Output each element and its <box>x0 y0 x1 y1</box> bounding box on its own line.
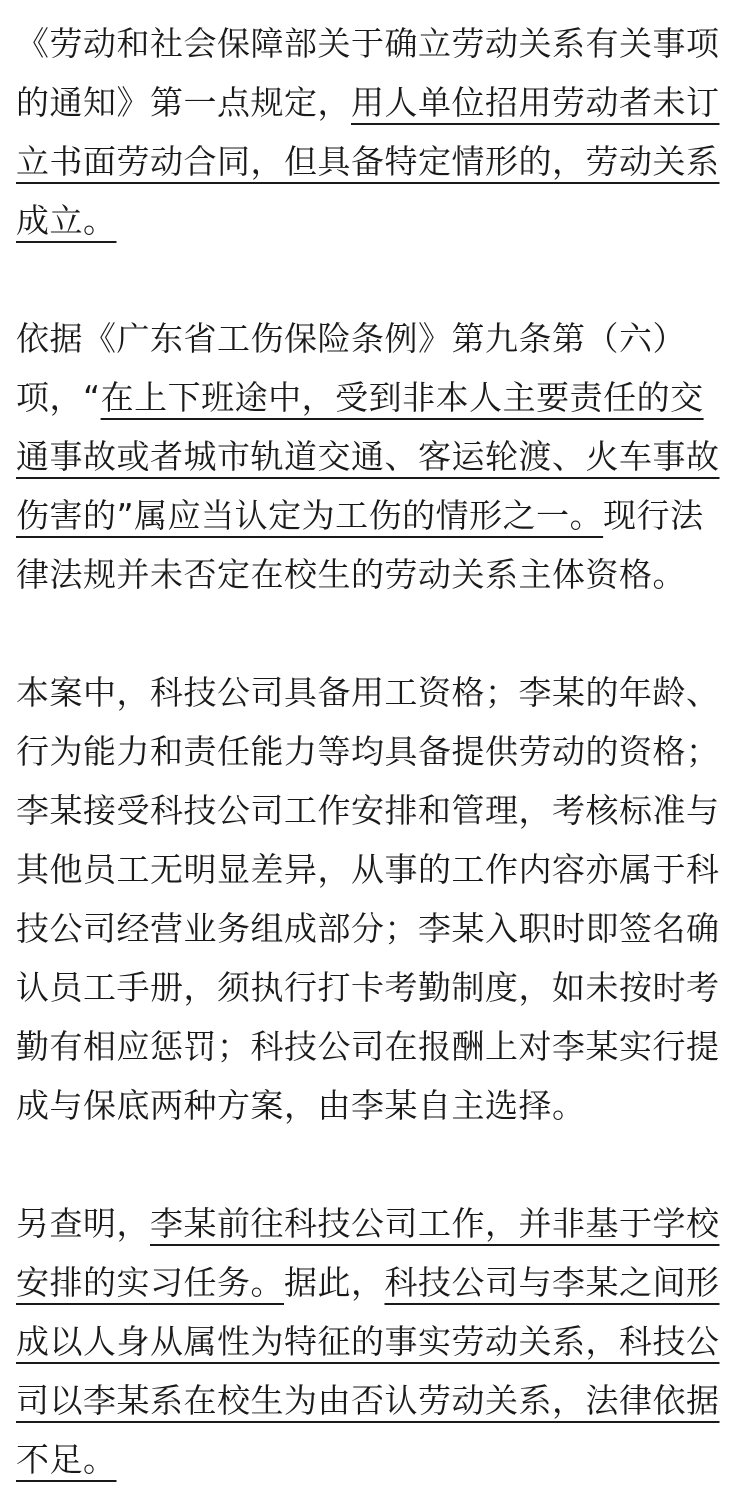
paragraph <box>16 309 720 604</box>
text-line <box>16 486 714 545</box>
text-line <box>16 427 720 486</box>
paragraph <box>16 1194 720 1489</box>
underlined-text: 伤害的”属应当认定为工伤的情形之一。 <box>16 496 604 535</box>
body-text: 项，“ <box>16 378 101 417</box>
body-text: 律法规并未否定在校生的劳动关系主体资格。 <box>16 555 686 594</box>
paragraph <box>16 663 720 1135</box>
body-text: 技公司经营业务组成部分；李某入职时即签名确 <box>16 909 720 948</box>
paragraph-spacer <box>16 604 714 663</box>
text-line <box>16 1194 720 1253</box>
body-text: 其他员工无明显差异，从事的工作内容亦属于科 <box>16 850 720 889</box>
text-line <box>16 1371 720 1430</box>
underlined-text: 通事故或者城市轨道交通、客运轮渡、火车事故 <box>16 437 720 476</box>
underlined-text: 李某前往科技公司工作，并非基于学校 <box>150 1204 720 1243</box>
text-line <box>16 14 720 73</box>
underlined-text: 司以李某系在校生为由否认劳动关系，法律依据 <box>16 1381 720 1420</box>
paragraph-spacer <box>16 1135 714 1194</box>
text-line <box>16 663 720 722</box>
text-line <box>16 309 714 368</box>
text-line <box>16 191 714 250</box>
text-line <box>16 1017 720 1076</box>
text-line <box>16 781 720 840</box>
body-text: 《劳动和社会保障部关于确立劳动关系有关事项 <box>16 24 720 63</box>
underlined-text: 立书面劳动合同，但具备特定情形的，劳动关系 <box>16 142 720 181</box>
body-text: 成与保底两种方案，由李某自主选择。 <box>16 1086 586 1125</box>
text-line <box>16 899 720 958</box>
body-text: 依据《广东省工伤保险条例》第九条第（六） <box>16 319 686 358</box>
body-text: 认员工手册，须执行打卡考勤制度，如未按时考 <box>16 968 720 1007</box>
text-line <box>16 958 720 1017</box>
body-text: 勤有相应惩罚；科技公司在报酬上对李某实行提 <box>16 1027 720 1066</box>
underlined-text: 用人单位招用劳动者未订 <box>351 83 720 122</box>
underlined-text: 安排的实习任务。 <box>16 1263 284 1302</box>
body-text: 行为能力和责任能力等均具备提供劳动的资格； <box>16 732 720 771</box>
underlined-text: 在上下班途中，受到非本人主要责任的交 <box>100 378 704 417</box>
text-line <box>16 73 720 132</box>
text-line <box>16 722 720 781</box>
body-text: 现行法 <box>603 496 704 535</box>
text-line <box>16 1076 714 1135</box>
body-text: 李某接受科技公司工作安排和管理，考核标准与 <box>16 791 720 830</box>
paragraph-spacer <box>16 250 714 309</box>
text-line <box>16 1253 720 1312</box>
underlined-text: 成立。 <box>16 201 117 240</box>
text-line <box>16 368 714 427</box>
text-line <box>16 1430 714 1489</box>
body-text: 本案中，科技公司具备用工资格；李某的年龄、 <box>16 673 720 712</box>
body-text: 的通知》第一点规定， <box>16 83 351 122</box>
paragraph <box>16 14 720 250</box>
text-line <box>16 132 720 191</box>
text-line <box>16 1312 720 1371</box>
text-line <box>16 840 720 899</box>
underlined-text: 不足。 <box>16 1440 117 1479</box>
underlined-text: 成以人身从属性为特征的事实劳动关系，科技公 <box>16 1322 720 1361</box>
text-line <box>16 545 714 604</box>
underlined-text: 科技公司与李某之间形 <box>384 1263 720 1302</box>
body-text: 据此， <box>284 1263 385 1302</box>
body-text: 另查明， <box>16 1204 150 1243</box>
